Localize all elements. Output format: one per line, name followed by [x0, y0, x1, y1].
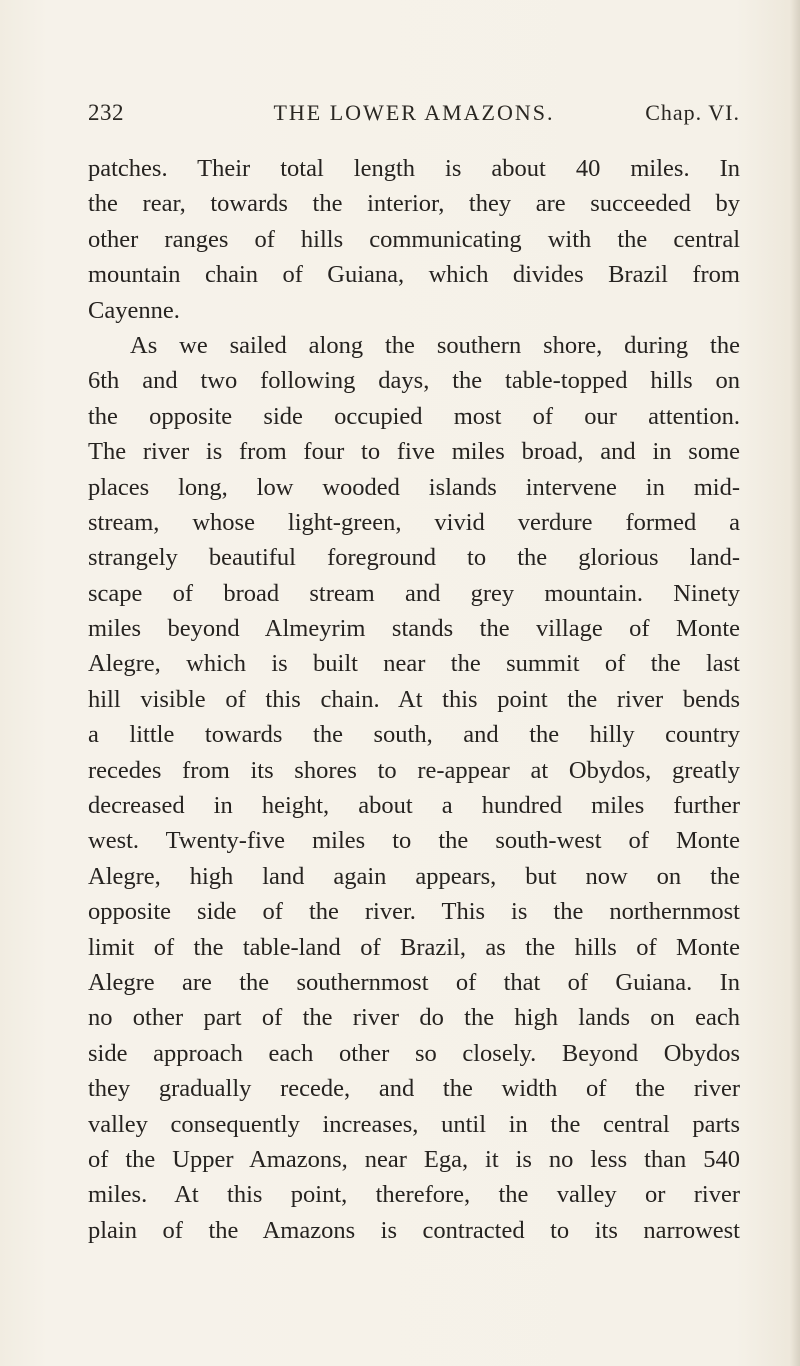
text-line: stream, whose light-green, vivid verdure formed a — [88, 508, 740, 536]
text-line: the opposite side occupied most of our attention. — [88, 402, 740, 430]
text-line: recedes from its shores to re-appear at Obydos, greatly — [88, 756, 740, 784]
text-line: Alegre are the southernmost of that of Guiana. In — [88, 968, 740, 996]
chapter-label: Chap. VI. — [645, 100, 740, 125]
text-line: limit of the table-land of Brazil, as the hills of Monte — [88, 933, 740, 961]
text-line: places long, low wooded islands intervene in mid- — [88, 473, 740, 501]
text-line: a little towards the south, and the hilly country — [88, 721, 740, 749]
text-line: 6th and two following days, the table-topped hills on — [88, 367, 740, 395]
text-line: decreased in height, about a hundred miles further — [88, 792, 740, 820]
running-header — [88, 100, 740, 134]
text-line: As we sailed along the southern shore, during the — [130, 331, 740, 359]
text-line: no other part of the river do the high lands on each — [88, 1004, 740, 1032]
text-line: mountain chain of Guiana, which divides Brazil from — [88, 261, 740, 289]
page-number: 232 — [88, 100, 124, 125]
text-line: they gradually recede, and the width of the river — [88, 1075, 740, 1103]
text-line: The river is from four to five miles broad, and in some — [88, 438, 740, 466]
body-text — [88, 151, 740, 1248]
text-line: of the Upper Amazons, near Ega, it is no less than 540 — [88, 1145, 740, 1173]
text-line: the rear, towards the interior, they are succeeded by — [88, 190, 740, 218]
text-line: side approach each other so closely. Beyond Obydos — [88, 1039, 740, 1067]
running-title: THE LOWER AMAZONS. — [273, 100, 555, 125]
text-line: hill visible of this chain. At this point the river bends — [88, 685, 740, 713]
text-line: Alegre, high land again appears, but now on the — [88, 862, 740, 890]
text-line: scape of broad stream and grey mountain. Ninety — [88, 579, 740, 607]
text-line: west. Twenty-five miles to the south-west of Monte — [88, 827, 740, 855]
text-line: other ranges of hills communicating with the central — [88, 225, 740, 253]
text-line: plain of the Amazons is contracted to its narrowest — [88, 1216, 740, 1244]
text-line: Cayenne. — [88, 296, 180, 324]
text-line: strangely beautiful foreground to the glorious land- — [88, 544, 740, 572]
text-line: patches. Their total length is about 40 miles. In — [88, 155, 740, 182]
text-line: Alegre, which is built near the summit of the last — [88, 650, 740, 678]
text-line: valley consequently increases, until in the central parts — [88, 1110, 740, 1138]
text-line: opposite side of the river. This is the northernmost — [88, 898, 740, 926]
text-line: miles beyond Almeyrim stands the village of Monte — [88, 615, 740, 643]
text-line: miles. At this point, therefore, the valley or river — [88, 1181, 740, 1209]
